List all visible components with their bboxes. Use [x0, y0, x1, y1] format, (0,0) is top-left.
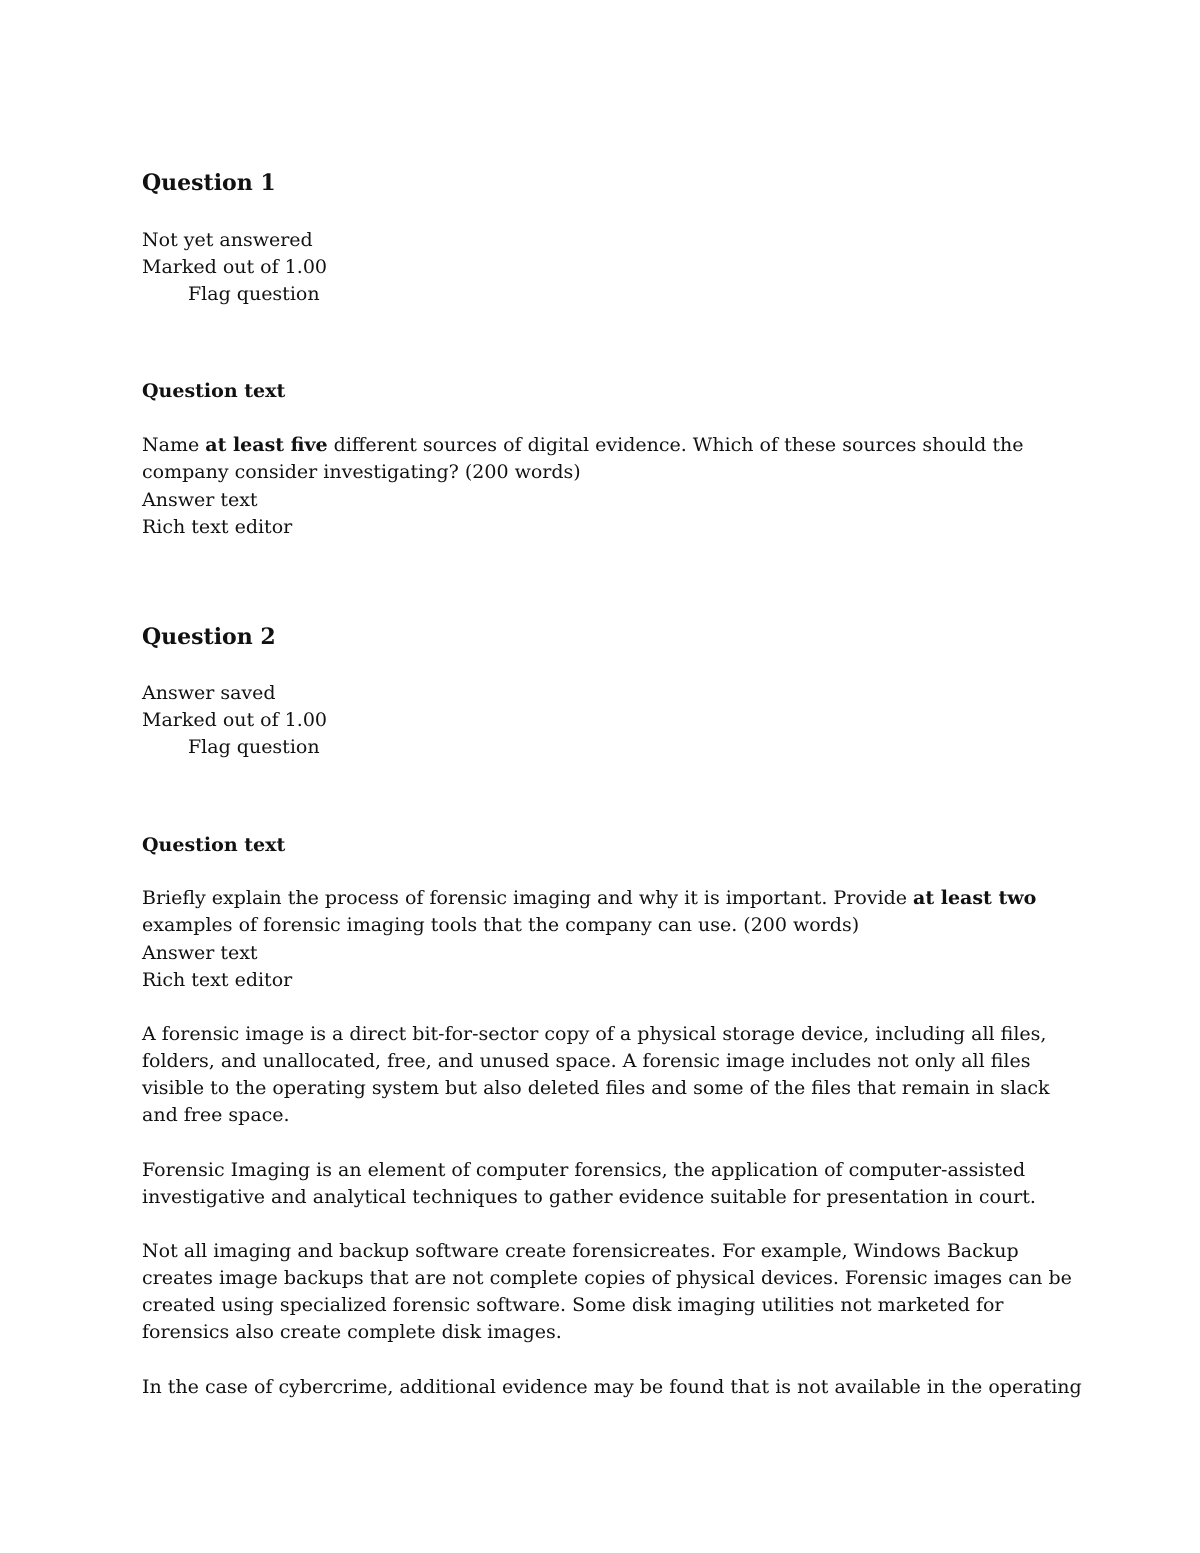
answer-line: folders, and unallocated, free, and unused space. A forensic image includes not only all files [142, 1050, 1031, 1072]
question-2-prompt-line-2: examples of forensic imaging tools that the company can use. (200 words) [142, 914, 860, 936]
question-2-editor-label[interactable]: Rich text editor [142, 969, 293, 991]
emphasis-at-least-two: at least two [913, 887, 1037, 909]
question-1-prompt-line-1: Name at least five different sources of digital evidence. Which of these sources should the [142, 434, 1024, 456]
question-1-prompt-line-2: company consider investigating? (200 words) [142, 461, 581, 483]
answer-paragraph-3 [142, 1238, 1072, 1346]
answer-paragraph-1 [142, 1021, 1062, 1129]
answer-line: investigative and analytical techniques to gather evidence suitable for presentation in court. [142, 1186, 1036, 1208]
question-2-text-heading: Question text [142, 834, 286, 856]
answer-line: creates image backups that are not complete copies of physical devices. Forensic images can be [142, 1267, 1072, 1289]
answer-line: A forensic image is a direct bit-for-sector copy of a physical storage device, including all files, [142, 1023, 1047, 1045]
question-1-flag-link[interactable]: Flag question [188, 283, 320, 305]
question-1-text-heading: Question text [142, 380, 286, 402]
question-2-title: Question 2 [142, 624, 276, 650]
question-2-status: Answer saved [142, 682, 276, 704]
question-1-marks: Marked out of 1.00 [142, 256, 327, 278]
emphasis-at-least-five: at least five [205, 434, 328, 456]
question-1-editor-label[interactable]: Rich text editor [142, 516, 293, 538]
question-2-prompt-line-1: Briefly explain the process of forensic imaging and why it is important. Provide at least two [142, 887, 1037, 909]
answer-paragraph-4 [142, 1374, 1082, 1401]
question-1-prompt [142, 432, 1062, 486]
answer-line: created using specialized forensic software. Some disk imaging utilities not marketed for [142, 1294, 1004, 1316]
answer-line: visible to the operating system but also deleted files and some of the files that remain in slack [142, 1077, 1050, 1099]
question-2-flag-link[interactable]: Flag question [188, 736, 320, 758]
question-1-answer-label: Answer text [142, 489, 258, 511]
question-2-answer-label: Answer text [142, 942, 258, 964]
question-1-status: Not yet answered [142, 229, 313, 251]
answer-line: In the case of cybercrime, additional evidence may be found that is not available in the operating [142, 1376, 1082, 1398]
answer-line: Forensic Imaging is an element of computer forensics, the application of computer-assisted [142, 1159, 1026, 1181]
answer-paragraph-2 [142, 1157, 1062, 1211]
answer-line: Not all imaging and backup software create forensicreates. For example, Windows Backup [142, 1240, 1019, 1262]
question-1-title: Question 1 [142, 170, 276, 196]
answer-line: forensics also create complete disk images. [142, 1321, 562, 1343]
question-2-prompt [142, 885, 1062, 939]
answer-line: and free space. [142, 1104, 290, 1126]
question-2-marks: Marked out of 1.00 [142, 709, 327, 731]
